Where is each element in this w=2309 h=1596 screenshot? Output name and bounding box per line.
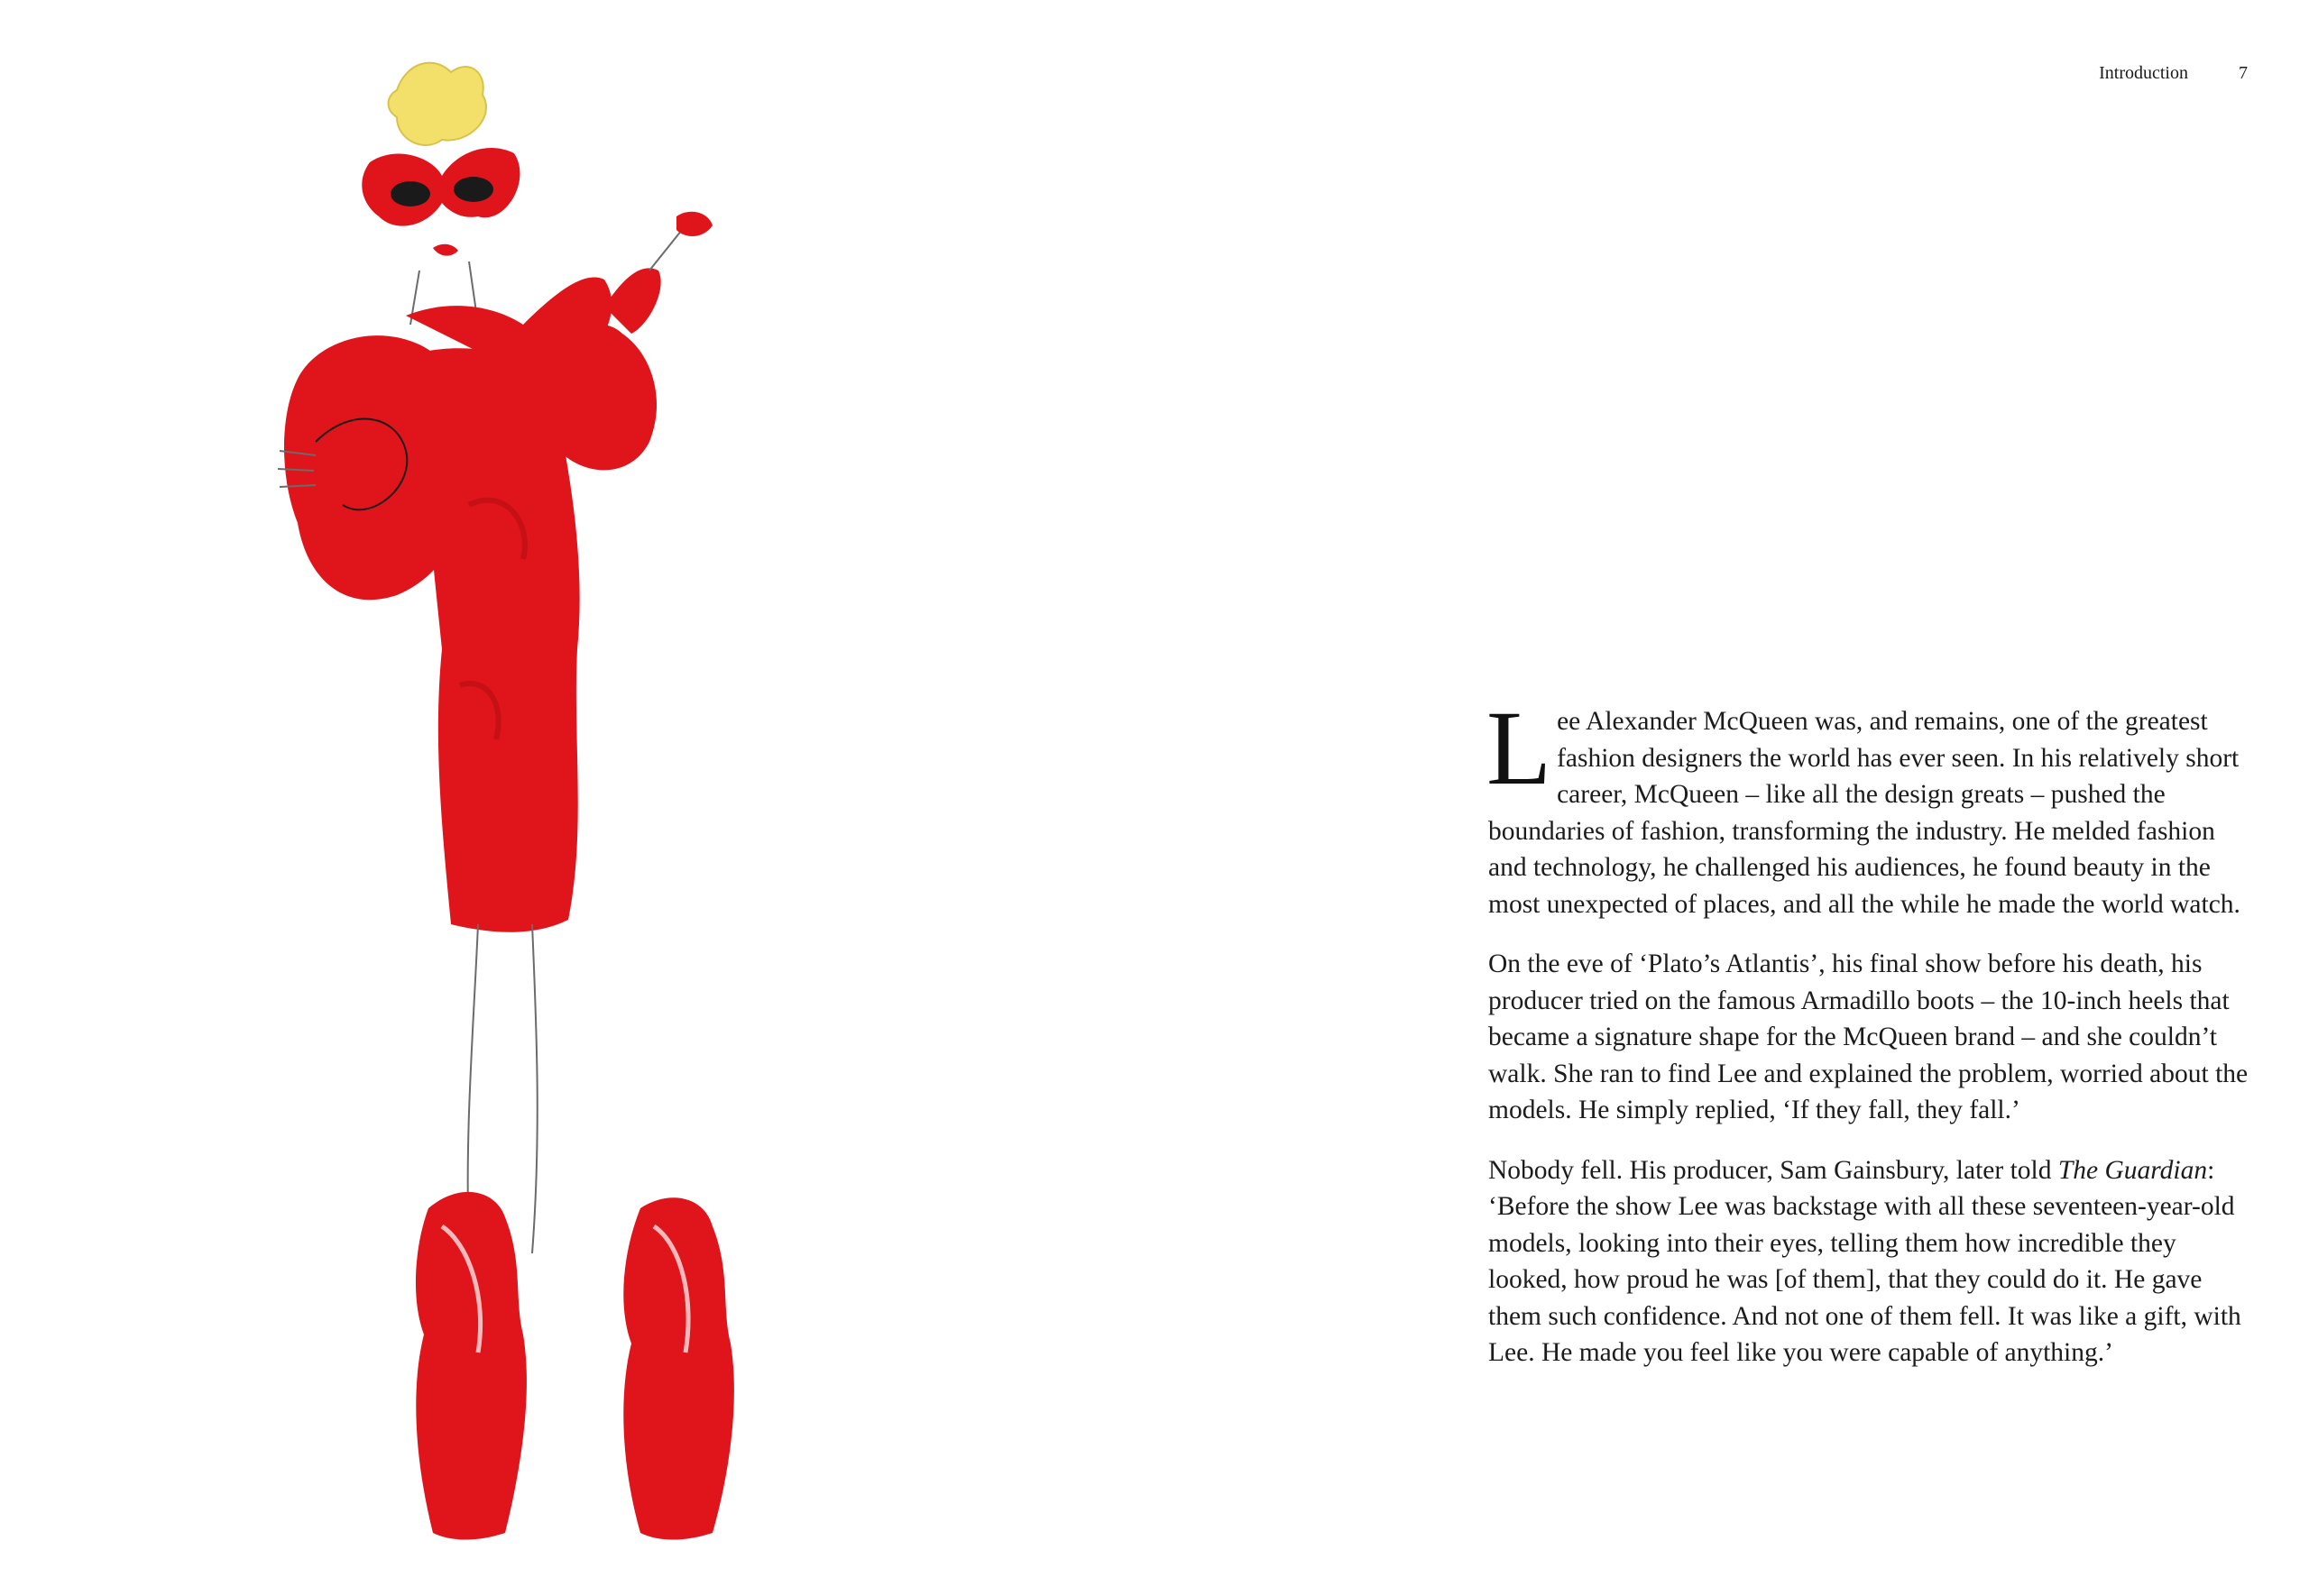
- illustration-figure: [278, 63, 734, 1540]
- paragraph-1: [1486, 689, 2255, 922]
- fashion-illustration: [262, 54, 875, 1551]
- paragraph-3-start: Nobody fell. His producer, Sam Gainsbury, later told: [1488, 1155, 2058, 1185]
- page-number: 7: [2239, 63, 2248, 83]
- publication-title: The Guardian: [2057, 1155, 2208, 1185]
- body-text: [1486, 689, 2255, 1395]
- paragraph-3: [1488, 1152, 2255, 1371]
- running-head: [2099, 63, 2248, 84]
- paragraph-3-rest: : ‘Before the show Lee was backstage with all these seventeen-year-old models, looking into their eyes, telling them how incredible they looked, how proud he was [of them], that they could do it. He gave them such confidence. And not one of them fell. It was like a gift, with Lee. He made you feel like you were capable of anything.’: [1488, 1155, 2241, 1367]
- section-title: Introduction: [2099, 63, 2188, 83]
- paragraph-2: On the eve of ‘Plato’s Atlantis’, his final show before his death, his producer tried on the famous Armadillo boots – the 10-inch heels that became a signature shape for the McQueen brand – and she couldn’t walk. She ran to find Lee and explained the problem, worried about the models. He simply replied, ‘If they fall, they fall.’: [1488, 949, 2249, 1124]
- drop-cap: L: [1486, 689, 1552, 807]
- paragraph-1-text: ee Alexander McQueen was, and remains, one of the greatest fashion designers the world has ever seen. In his relatively short career, McQueen – like all the design greats – pushed the boundaries of fashion, transforming the industry. He melded fashion and technology, he challenged his audiences, he found beauty in the most unexpected of places, and all the while he made the world watch.: [1488, 707, 2240, 919]
